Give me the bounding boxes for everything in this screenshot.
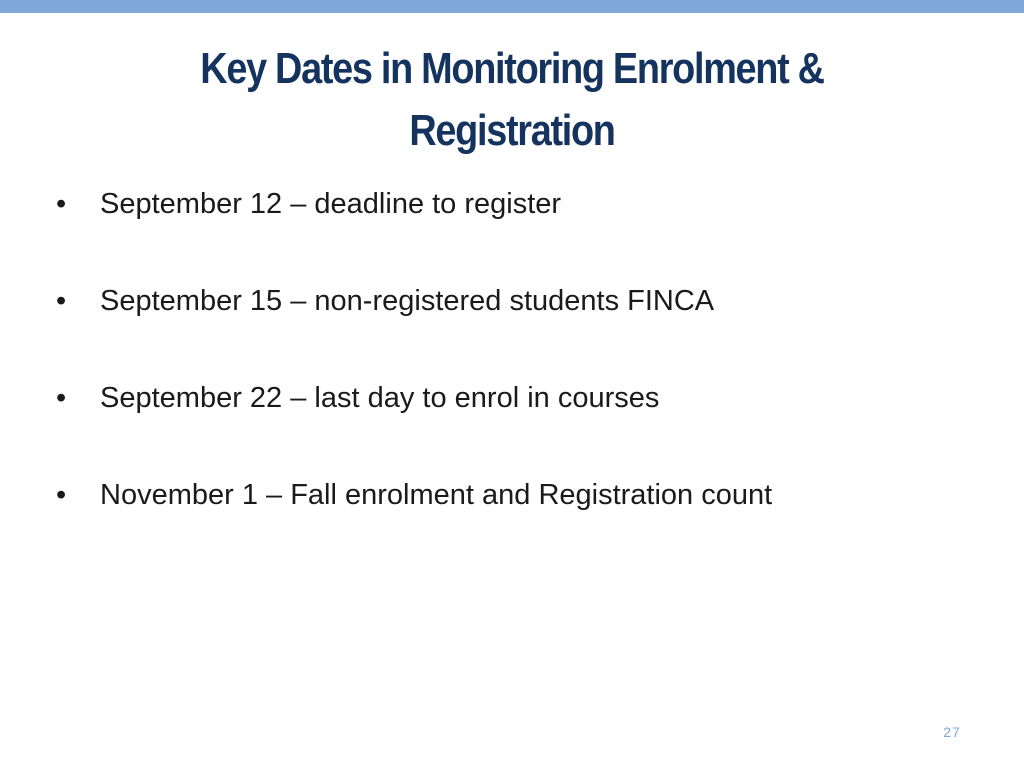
bullet-icon: • <box>56 285 67 317</box>
bullet-text-2: September 15 – non-registered students FINCA <box>100 285 715 317</box>
slide-title-line-2: Registration <box>409 106 615 155</box>
bullet-list <box>56 180 986 568</box>
bullet-item-1 <box>56 180 986 228</box>
top-accent-bar <box>0 0 1024 13</box>
bullet-item-4 <box>56 471 986 519</box>
slide-title-line-1: Key Dates in Monitoring Enrolment & <box>200 44 824 93</box>
bullet-item-3 <box>56 374 986 422</box>
bullet-icon: • <box>56 188 67 220</box>
slide-title <box>106 38 918 162</box>
page-number: 27 <box>943 724 961 740</box>
bullet-text-1: September 12 – deadline to register <box>100 188 562 220</box>
bullet-icon: • <box>56 479 67 511</box>
bullet-icon: • <box>56 382 67 414</box>
bullet-text-4: November 1 – Fall enrolment and Registration count <box>100 479 773 511</box>
bullet-text-3: September 22 – last day to enrol in courses <box>100 382 660 414</box>
bullet-item-2 <box>56 277 986 325</box>
